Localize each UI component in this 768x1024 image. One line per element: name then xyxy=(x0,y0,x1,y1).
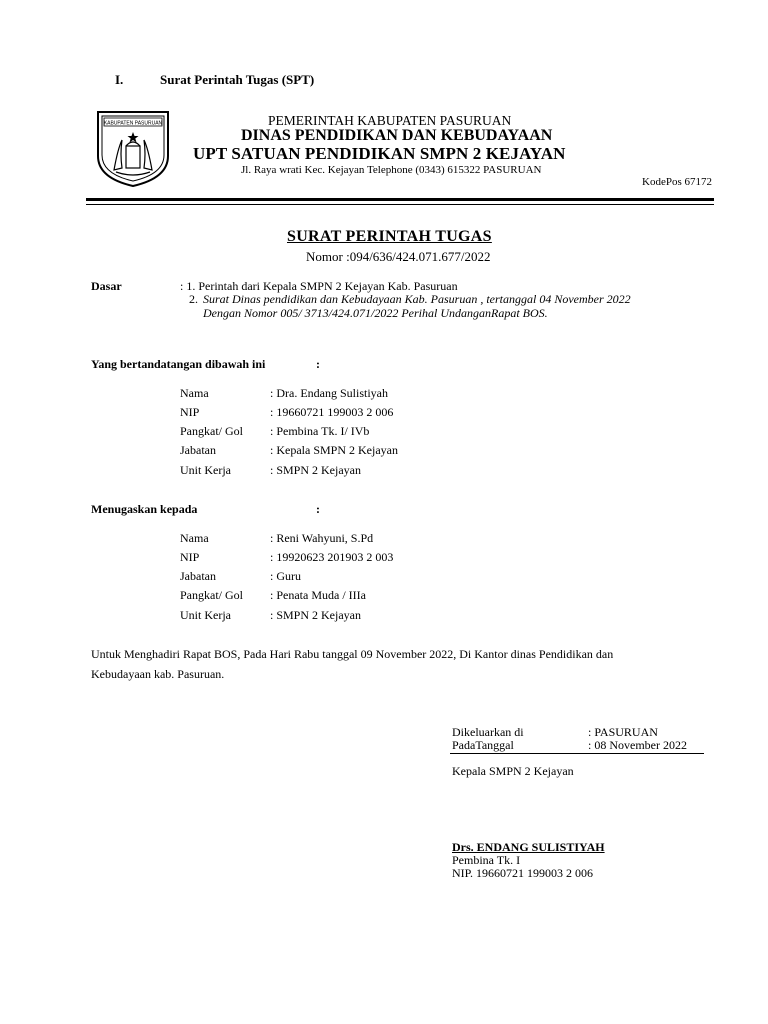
signer-section-label: Yang bertandatangan dibawah ini xyxy=(91,357,266,371)
issued-position: Kepala SMPN 2 Kejayan xyxy=(452,764,574,778)
signatory-name: Drs. ENDANG SULISTIYAH xyxy=(452,840,605,854)
signer-rank-value: : Pembina Tk. I/ IVb xyxy=(270,424,370,438)
header-rule-thin xyxy=(86,204,714,205)
assignee-position-label: Jabatan xyxy=(180,569,216,583)
purpose-line-2: Kebudayaan kab. Pasuruan. xyxy=(91,667,225,681)
document-number: Nomor :094/636/424.071.677/2022 xyxy=(306,249,491,264)
logo-caption: KABUPATEN PASURUAN xyxy=(103,120,163,127)
assignee-name-value: : Reni Wahyuni, S.Pd xyxy=(270,531,374,545)
letterhead-government: PEMERINTAH KABUPATEN PASURUAN xyxy=(268,113,512,128)
signer-rank-label: Pangkat/ Gol xyxy=(180,424,243,438)
signer-name-label: Nama xyxy=(180,386,209,400)
issued-place-value: : PASURUAN xyxy=(588,725,658,739)
assignee-unit-value: : SMPN 2 Kejayan xyxy=(270,608,361,622)
assignee-name-label: Nama xyxy=(180,531,209,545)
header-rule-thick xyxy=(86,198,714,201)
assignee-rank-label: Pangkat/ Gol xyxy=(180,588,243,602)
issued-place-label: Dikeluarkan di xyxy=(452,725,524,739)
dasar-label: Dasar xyxy=(91,279,122,293)
dasar-item-2-line-1: Surat Dinas pendidikan dan Kebudayaan Kab. Pasuruan , tertanggal 04 November 2022 xyxy=(203,292,631,306)
assignee-section-colon: : xyxy=(316,502,320,516)
assignee-nip-label: NIP xyxy=(180,550,200,564)
signer-nip-label: NIP xyxy=(180,405,200,419)
assignee-unit-label: Unit Kerja xyxy=(180,608,231,622)
signer-nip-value: : 19660721 199003 2 006 xyxy=(270,405,394,419)
dasar-item-2-number: 2. xyxy=(189,292,198,306)
document-title: SURAT PERINTAH TUGAS xyxy=(287,228,492,245)
signer-unit-value: : SMPN 2 Kejayan xyxy=(270,463,361,477)
dasar-item-2-line-2: Dengan Nomor 005/ 3713/424.071/2022 Perihal UndanganRapat BOS. xyxy=(203,306,548,320)
assignee-nip-value: : 19920623 201903 2 003 xyxy=(270,550,394,564)
letterhead-department: DINAS PENDIDIKAN DAN KEBUDAYAAN xyxy=(241,127,553,144)
issued-date-label: PadaTanggal xyxy=(452,738,514,752)
dasar-item-1: : 1. Perintah dari Kepala SMPN 2 Kejayan Kab. Pasuruan xyxy=(180,279,458,293)
signer-position-label: Jabatan xyxy=(180,443,216,457)
section-title: Surat Perintah Tugas (SPT) xyxy=(160,72,315,87)
issued-divider xyxy=(450,753,704,754)
letterhead-school: UPT SATUAN PENDIDIKAN SMPN 2 KEJAYAN xyxy=(193,144,566,163)
issued-date-value: : 08 November 2022 xyxy=(588,738,687,752)
assignee-section-label: Menugaskan kepada xyxy=(91,502,198,516)
signatory-nip: NIP. 19660721 199003 2 006 xyxy=(452,866,594,880)
signer-position-value: : Kepala SMPN 2 Kejayan xyxy=(270,443,398,457)
signer-name-value: : Dra. Endang Sulistiyah xyxy=(270,386,388,400)
regency-crest-logo xyxy=(92,108,174,188)
signer-unit-label: Unit Kerja xyxy=(180,463,231,477)
assignee-position-value: : Guru xyxy=(270,569,301,583)
section-number: I. xyxy=(115,72,124,87)
signer-section-colon: : xyxy=(316,357,320,371)
letterhead-postcode: KodePos 67172 xyxy=(642,176,712,188)
purpose-line-1: Untuk Menghadiri Rapat BOS, Pada Hari Rabu tanggal 09 November 2022, Di Kantor dinas Pendidikan dan xyxy=(91,647,614,661)
letterhead-address: Jl. Raya wrati Kec. Kejayan Telephone (0343) 615322 PASURUAN xyxy=(241,164,542,176)
signatory-rank: Pembina Tk. I xyxy=(452,853,521,867)
assignee-rank-value: : Penata Muda / IIIa xyxy=(270,588,366,602)
